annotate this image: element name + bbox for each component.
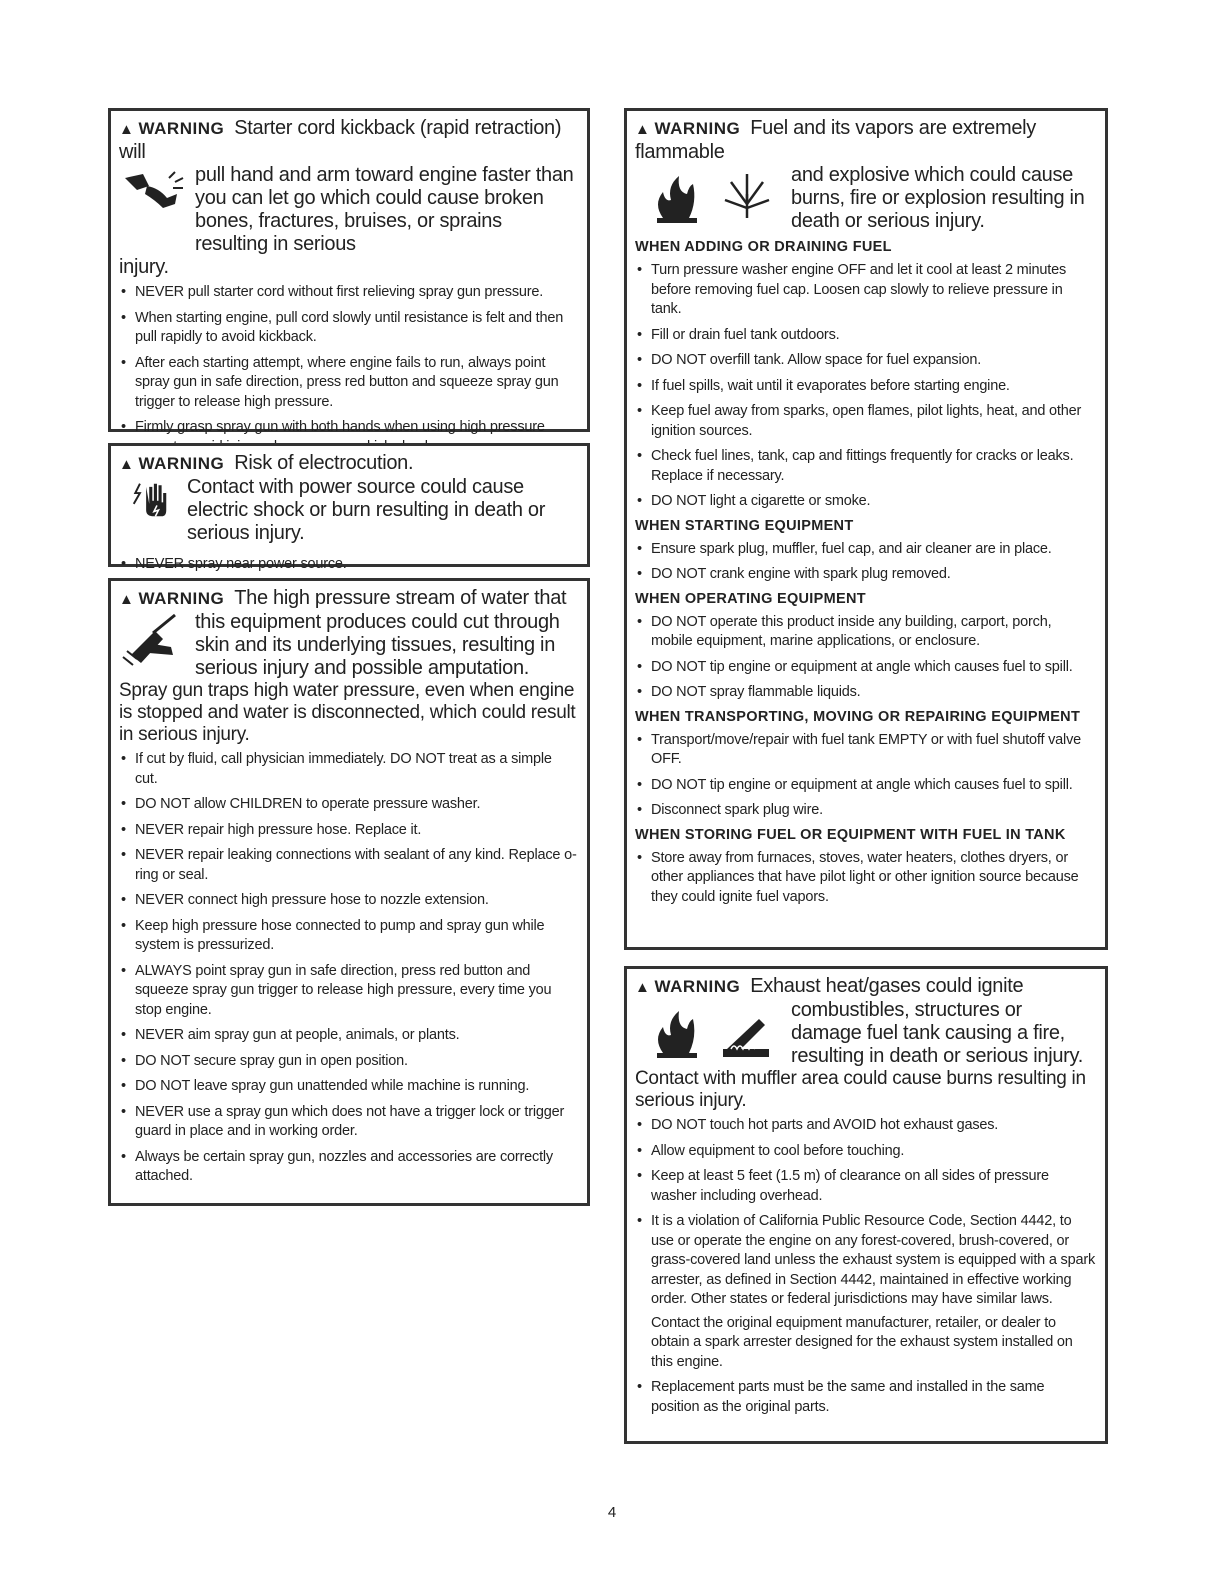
- page-number: 4: [607, 1504, 617, 1521]
- list-item: • Disconnect spark plug wire.: [635, 801, 1095, 821]
- bullet-list: [119, 549, 577, 575]
- warning-box-fuel: [624, 108, 1108, 950]
- list-item: • DO NOT tip engine or equipment at angle which causes fuel to spill.: [635, 776, 1095, 796]
- list-item: • NEVER aim spray gun at people, animals, or plants.: [119, 1026, 577, 1046]
- section-title: WHEN STARTING EQUIPMENT: [635, 517, 854, 534]
- warning-cont: and explosive which could cause burns, fire or explosion resulting in death or serious injury.: [791, 164, 1085, 232]
- list-item: • DO NOT touch hot parts and AVOID hot exhaust gases.: [635, 1116, 1095, 1136]
- list-item: • Keep at least 5 feet (1.5 m) of clearance on all sides of pressure washer including overhead.: [635, 1167, 1095, 1206]
- section-title: WHEN STORING FUEL OR EQUIPMENT WITH FUEL IN TANK: [635, 826, 1066, 843]
- list-item-text: It is a violation of California Public Resource Code, Section 4442, to use or operate the engine on any forest-covered, brush-covered, or grass-covered land unless the exhaust system is equipped with a spark arrester, as defined in Section 4442, maintained in effective working order. Other states or federal jurisdictions may have similar laws.: [651, 1213, 1095, 1307]
- bullet-list: [635, 540, 1095, 585]
- section-title: WHEN OPERATING EQUIPMENT: [635, 590, 866, 607]
- warning-box-electrocution: [108, 443, 590, 572]
- warning-label: WARNING: [138, 119, 225, 138]
- list-item: • If fuel spills, wait until it evaporates before starting engine.: [635, 377, 1095, 397]
- list-item: • DO NOT allow CHILDREN to operate pressure washer.: [119, 795, 577, 815]
- electric-shock-hand-icon: [119, 476, 181, 524]
- warning-box-kickback: [108, 108, 590, 435]
- list-item: • DO NOT spray flammable liquids.: [635, 683, 1095, 703]
- warning-lead: The high pressure stream of water that: [234, 587, 567, 609]
- warning-cont: pull hand and arm toward engine faster than you can let go which could cause broken bones, fractures, bruises, or sprains resulting in serious: [195, 164, 574, 255]
- list-item: [635, 1212, 1095, 1372]
- list-item: • NEVER spray near power source.: [119, 555, 577, 575]
- list-item: • Fill or drain fuel tank outdoors.: [635, 326, 1095, 346]
- warning-cont: Contact with power source could cause electric shock or burn resulting in death or serious injury.: [187, 476, 546, 544]
- list-item: • If cut by fluid, call physician immediately. DO NOT treat as a simple cut.: [119, 750, 577, 789]
- list-item: • Replacement parts must be the same and installed in the same position as the original parts.: [635, 1378, 1095, 1417]
- warning-triangle-icon: ▲: [119, 591, 134, 608]
- warning-lead: Fuel and its vapors are extremely flammable: [635, 117, 1037, 163]
- list-item: • Turn pressure washer engine OFF and let it cool at least 2 minutes before removing fuel cap. Loosen cap slowly to relieve pressure in tank.: [635, 261, 1095, 320]
- list-item: • DO NOT light a cigarette or smoke.: [635, 492, 1095, 512]
- list-item: • Check fuel lines, tank, cap and fittings frequently for cracks or leaks. Replace if necessary.: [635, 447, 1095, 486]
- hot-surface-fire-icon: [635, 999, 785, 1061]
- warning-triangle-icon: ▲: [119, 121, 134, 138]
- warning-triangle-icon: ▲: [635, 979, 650, 996]
- warning-box-exhaust: [624, 966, 1108, 1444]
- warning-triangle-icon: ▲: [119, 456, 134, 473]
- list-item: • Keep fuel away from sparks, open flames, pilot lights, heat, and other ignition sources.: [635, 402, 1095, 441]
- list-item: • Allow equipment to cool before touching.: [635, 1142, 1095, 1162]
- warning-box-high-pressure: [108, 578, 590, 1206]
- list-item: • NEVER use a spray gun which does not have a trigger lock or trigger guard in place and in working order.: [119, 1103, 577, 1142]
- water-jet-cut-icon: [119, 611, 189, 673]
- list-item: • DO NOT overfill tank. Allow space for fuel expansion.: [635, 351, 1095, 371]
- list-item: • Ensure spark plug, muffler, fuel cap, and air cleaner are in place.: [635, 540, 1095, 560]
- list-item: • Transport/move/repair with fuel tank EMPTY or with fuel shutoff valve OFF.: [635, 731, 1095, 770]
- bullet-list: [635, 849, 1095, 908]
- list-item: • Store away from furnaces, stoves, water heaters, clothes dryers, or other appliances that have pilot light or other ignition source because they could ignite fuel vapors.: [635, 849, 1095, 908]
- list-item: • NEVER connect high pressure hose to nozzle extension.: [119, 891, 577, 911]
- list-item: • DO NOT operate this product inside any building, carport, porch, mobile equipment, marine applications, or enclosure.: [635, 613, 1095, 652]
- warning-lead: Exhaust heat/gases could ignite: [750, 975, 1024, 997]
- list-item: • DO NOT leave spray gun unattended while machine is running.: [119, 1077, 577, 1097]
- list-item: • When starting engine, pull cord slowly until resistance is felt and then pull rapidly to avoid kickback.: [119, 309, 577, 348]
- warning-tail: injury.: [119, 256, 169, 278]
- warning-paragraph: Contact with muffler area could cause burns resulting in serious injury.: [635, 1068, 1086, 1111]
- section-title: WHEN TRANSPORTING, MOVING OR REPAIRING EQUIPMENT: [635, 708, 1081, 725]
- list-item-extra: Contact the original equipment manufacturer, retailer, or dealer to obtain a spark arrester designed for the exhaust system installed on this engine.: [651, 1314, 1073, 1370]
- list-item: • DO NOT tip engine or equipment at angle which causes fuel to spill.: [635, 658, 1095, 678]
- bullet-list: [119, 750, 577, 1187]
- kickback-hand-icon: [119, 164, 189, 226]
- warning-paragraph: Spray gun traps high water pressure, even when engine is stopped and water is disconnected, which could result in serious injury.: [119, 680, 576, 745]
- bullet-list: [635, 613, 1095, 703]
- warning-lead: Risk of electrocution.: [234, 452, 414, 474]
- list-item: • NEVER pull starter cord without first relieving spray gun pressure.: [119, 283, 577, 303]
- bullet-list: [635, 261, 1095, 512]
- warning-label: WARNING: [654, 977, 741, 996]
- list-item: • Always be certain spray gun, nozzles and accessories are correctly attached.: [119, 1148, 577, 1187]
- warning-label: WARNING: [138, 454, 225, 473]
- list-item: • Firmly grasp spray gun with both hands when using high pressure: [119, 418, 577, 457]
- bullet-list: [119, 283, 577, 457]
- list-item: • NEVER repair leaking connections with sealant of any kind. Replace o-ring or seal.: [119, 846, 577, 885]
- list-item: • NEVER repair high pressure hose. Replace it.: [119, 821, 577, 841]
- warning-label: WARNING: [138, 589, 225, 608]
- warning-cont: combustibles, structures or damage fuel tank causing a fire, resulting in death or serious injury.: [791, 999, 1084, 1067]
- warning-cont: this equipment produces could cut through skin and its underlying tissues, resulting in serious injury and possible amputation.: [195, 611, 560, 679]
- list-item: • DO NOT crank engine with spark plug removed.: [635, 565, 1095, 585]
- warning-triangle-icon: ▲: [635, 121, 650, 138]
- list-item: • After each starting attempt, where engine fails to run, always point spray gun in safe direction, press red button and squeeze spray gun trigger to release high pressure.: [119, 354, 577, 413]
- section-title: WHEN ADDING OR DRAINING FUEL: [635, 239, 892, 255]
- bullet-list: [635, 731, 1095, 821]
- warning-lead: Starter cord kickback (rapid retraction) will: [119, 117, 562, 163]
- warning-label: WARNING: [654, 119, 741, 138]
- fire-explosion-icon: [635, 164, 785, 226]
- list-item: • Keep high pressure hose connected to pump and spray gun while system is pressurized.: [119, 917, 577, 956]
- bullet-list: [635, 1116, 1095, 1417]
- list-item: • ALWAYS point spray gun in safe direction, press red button and squeeze spray gun trigger to release high pressure, every time you stop engine.: [119, 962, 577, 1021]
- list-item: • DO NOT secure spray gun in open position.: [119, 1052, 577, 1072]
